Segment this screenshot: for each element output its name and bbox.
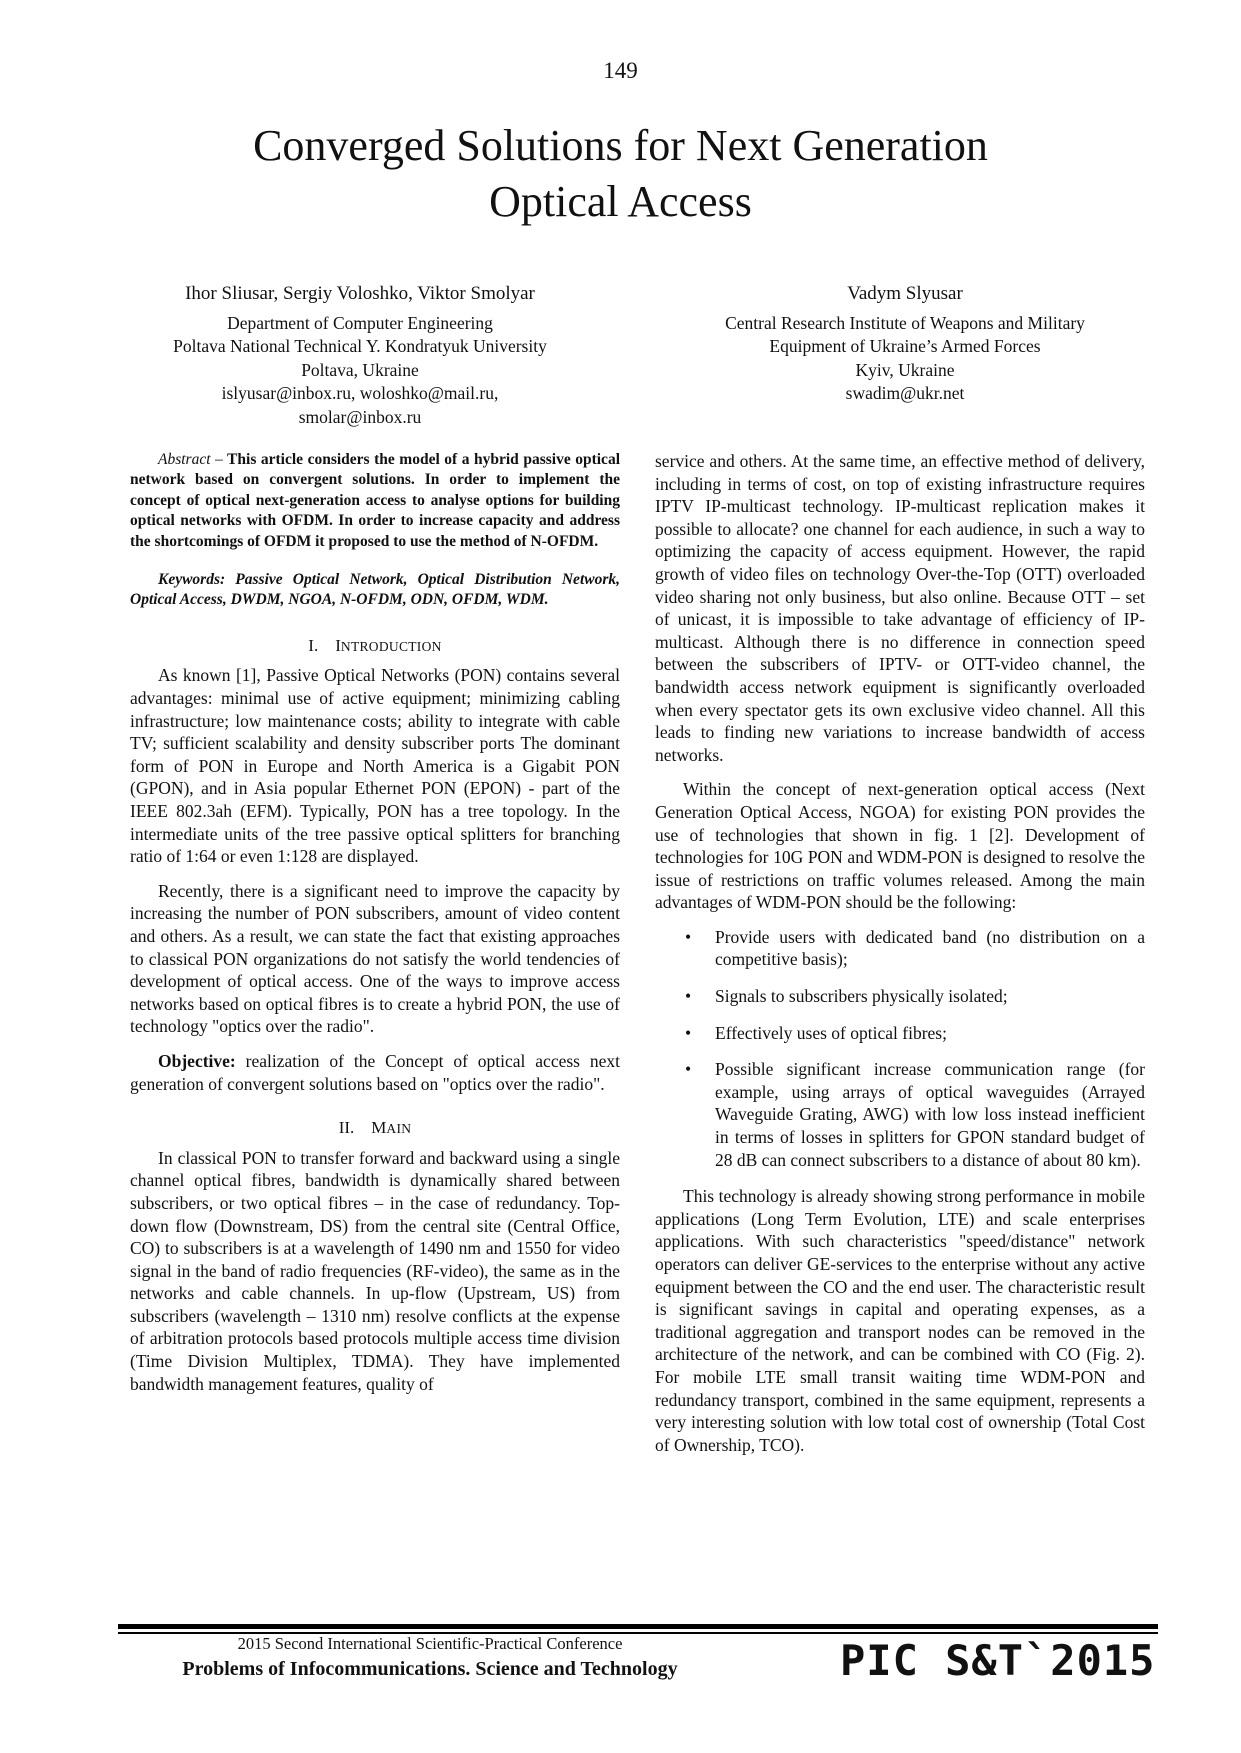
- author-names-right: Vadym Slyusar: [847, 283, 963, 304]
- paragraph: Recently, there is a significant need to improve the capacity by increasing the number of PON subscribers, amount of video content and others. As a result, we can state the fact that existing approaches to classical PON organizations do not satisfy the world tendencies of development of optical access. One of the ways to improve access networks based on optical fibres is to create a hybrid PON, the use of technology "optics over the radio".: [130, 880, 620, 1037]
- section-title-rest: AIN: [386, 1121, 412, 1137]
- right-column: [655, 450, 1145, 1468]
- affiliation-institute-line2: Equipment of Ukraine’s Armed Forces: [769, 336, 1041, 356]
- conference-logo: PIC S&T`2015: [840, 1636, 1156, 1685]
- paragraph-continued: service and others. At the same time, an effective method of delivery, including in terms of cost, on top of existing infrastructure requires IPTV IP-multicast technology. IP-multicast replication makes it possible to allocate? one channel for each audience, in such a way to optimizing the capacity of access equipment. However, the rapid growth of video files on technology Over-the-Top (OTT) overloaded video sharing not only business, but also online. Because OTT – set of unicast, it is impossible to take advantage of efficiency of IP-multicast. Although there is no difference in connection speed between the subscribers of IPTV- or OTT-video channel, the bandwidth access network equipment is significantly overloaded when every spectator gets its own exclusive video channel. All this leads to finding new variations to increase bandwidth of access networks.: [655, 451, 1145, 765]
- section-initial: M: [371, 1118, 387, 1138]
- page-number: 149: [603, 58, 638, 83]
- affiliation-city-left: Poltava, Ukraine: [301, 359, 419, 380]
- advantages-list: [655, 926, 1145, 1171]
- section-number: II.: [338, 1118, 355, 1138]
- objective-text: realization of the Concept of optical access next generation of convergent solutions based on "optics over the radio".: [130, 1050, 620, 1094]
- affiliation-institute-line1: Central Research Institute of Weapons and Military: [725, 312, 1085, 333]
- list-item: • Signals to subscribers physically isolated;: [715, 985, 1145, 1008]
- objective-label: Objective:: [158, 1050, 236, 1071]
- abstract: [130, 450, 620, 552]
- section-title-rest: NTRODUCTION: [340, 638, 442, 654]
- left-column: [130, 450, 620, 1407]
- list-item: • Possible significant increase communication range (for example, using arrays of optical waveguides (Arrayed Waveguide Grating, AWG) with low loss instead inefficient in terms of losses in splitters for GPON standard budget of 28 dB can connect subscribers to a distance of about 80 km).: [715, 1058, 1145, 1171]
- conference-line-2: Problems of Infocommunications. Science and Technology: [182, 1658, 678, 1680]
- author-email-right: swadim@ukr.net: [845, 383, 965, 403]
- section-heading-main: [130, 1117, 620, 1141]
- section-initial: I: [335, 635, 341, 655]
- paragraph: Within the concept of next-generation optical access (Next Generation Optical Access, NGOA) for existing PON provides the use of technologies that shown in fig. 1 [2]. Development of technologies for 10G PON and WDM-PON is designed to resolve the issue of restrictions on traffic volumes released. Among the main advantages of WDM-PON should be the following:: [655, 779, 1145, 913]
- authors-left: [120, 282, 600, 429]
- authors-right: [690, 282, 1120, 406]
- section-number: I.: [308, 635, 319, 655]
- paragraph: In classical PON to transfer forward and backward using a single channel optical fibres, bandwidth is dynamically shared between subscribers, or two optical fibres – in the case of redundancy. Top-down flow (Downstream, DS) from the central site (Central Office, CO) to subscribers is at a wavelength of 1490 nm and 1550 for video signal in the band of radio frequencies (RF-video), the same as in the networks and cable channels. In up-flow (Upstream, US) from subscribers (wavelength – 1310 nm) resolve conflicts at the expense of arbitration protocols based protocols multiple access time division (Time Division Multiplex, TDMA). They have implemented bandwidth management features, quality of: [130, 1147, 620, 1394]
- footer-rule-thick: [118, 1624, 1158, 1629]
- list-item: • Effectively uses of optical fibres;: [715, 1022, 1145, 1045]
- author-emails-line1: islyusar@inbox.ru, woloshko@mail.ru,: [221, 383, 499, 403]
- footer-conference: [150, 1632, 710, 1682]
- author-names-left: Ihor Sliusar, Sergiy Voloshko, Viktor Smolyar: [185, 283, 535, 304]
- paper-title: [150, 118, 1091, 230]
- abstract-text: This article considers the model of a hybrid passive optical network based on convergent solutions. In order to implement the concept of optical next-generation access to analyse options for building optical networks with OFDM. In order to increase capacity and address the shortcomings of OFDM it proposed to use the method of N-OFDM.: [130, 451, 620, 550]
- title-line-2: Optical Access: [489, 177, 752, 226]
- affiliation-university: Poltava National Technical Y. Kondratyuk University: [173, 336, 547, 356]
- objective-paragraph: [130, 1050, 620, 1095]
- affiliation-dept: Department of Computer Engineering: [227, 312, 493, 333]
- affiliation-city-right: Kyiv, Ukraine: [855, 359, 955, 380]
- conference-line-1: 2015 Second International Scientific-Practical Conference: [237, 1634, 623, 1653]
- abstract-label: Abstract –: [158, 451, 223, 468]
- section-heading-introduction: [130, 635, 620, 659]
- paragraph: As known [1], Passive Optical Networks (PON) contains several advantages: minimal use of active equipment; minimizing cabling infrastructure; low maintenance costs; ability to integrate with cable TV; sufficient scalability and density subscriber ports The dominant form of PON in Europe and North America is a Gigabit PON (GPON), and in Asia popular Ethernet PON (EPON) - part of the IEEE 802.3ah (EFM). Typically, PON has a tree topology. In the intermediate units of the tree passive optical splitters for branching ratio of 1:64 or even 1:128 are displayed.: [130, 665, 620, 867]
- paragraph: This technology is already showing strong performance in mobile applications (Long Term Evolution, LTE) and scale enterprises applications. With such characteristics "speed/distance" network operators can deliver GE-services to the enterprise without any active equipment between the CO and the end user. The characteristic result is significant savings in capital and operating expenses, as a traditional aggregation and transport nodes can be removed in the architecture of the network, and can be combined with CO (Fig. 2). For mobile LTE small transit waiting time WDM-PON and redundancy transport, combined in the same equipment, represents a very interesting solution with low total cost of ownership (Total Cost of Ownership, TCO).: [655, 1186, 1145, 1455]
- author-emails-line2: smolar@inbox.ru: [298, 406, 422, 427]
- keywords: Keywords: Passive Optical Network, Optical Distribution Network, Optical Access, DWDM, NGOA, N-OFDM, ODN, OFDM, WDM.: [130, 571, 620, 609]
- list-item: • Provide users with dedicated band (no distribution on a competitive basis);: [715, 926, 1145, 971]
- title-line-1: Converged Solutions for Next Generation: [253, 121, 988, 170]
